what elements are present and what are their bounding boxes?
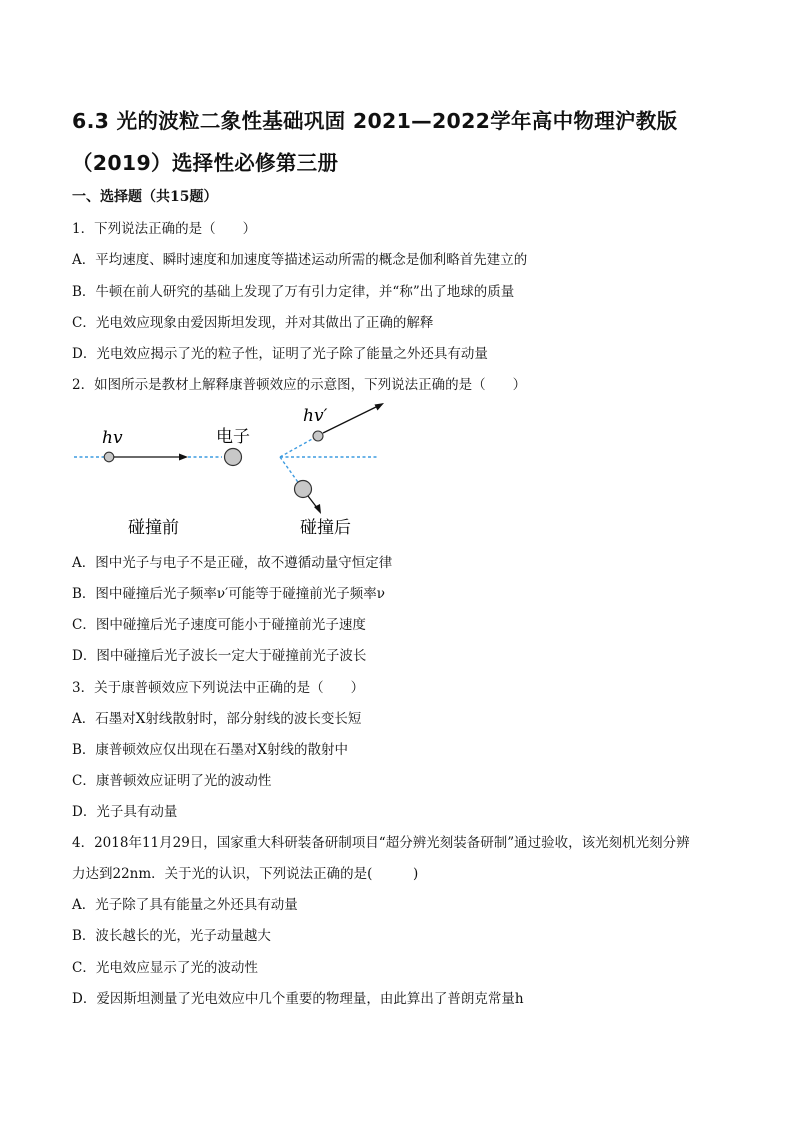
question-1-option-d: D．光电效应揭示了光的粒子性，证明了光子除了能量之外还具有动量 bbox=[72, 346, 488, 362]
photon-before-label: hv bbox=[102, 428, 123, 448]
electron-before bbox=[225, 449, 242, 466]
question-3-option-b: B．康普顿效应仅出现在石墨对X射线的散射中 bbox=[72, 742, 349, 758]
question-1-option-c: C．光电效应现象由爱因斯坦发现，并对其做出了正确的解释 bbox=[72, 315, 434, 331]
question-3-option-d: D．光子具有动量 bbox=[72, 804, 178, 820]
recoil-electron-path bbox=[280, 457, 300, 485]
before-caption: 碰撞前 bbox=[128, 518, 179, 538]
photon-after bbox=[313, 431, 323, 441]
photon-before bbox=[104, 452, 114, 462]
question-3-option-a: A．石墨对X射线散射时，部分射线的波长变长短 bbox=[72, 711, 362, 727]
electron-label: 电子 bbox=[216, 427, 250, 447]
scattered-photon-path bbox=[280, 438, 314, 457]
photon-after-label: hv′ bbox=[303, 406, 328, 426]
electron-after bbox=[295, 481, 312, 498]
question-4-option-a: A．光子除了具有能量之外还具有动量 bbox=[72, 897, 298, 913]
scattered-photon-arrow bbox=[323, 406, 378, 433]
question-4-stem-line2: 力达到22nm．关于光的认识，下列说法正确的是( ) bbox=[72, 866, 419, 882]
question-4-option-c: C．光电效应显示了光的波动性 bbox=[72, 960, 258, 976]
after-caption: 碰撞后 bbox=[300, 518, 351, 538]
scattered-photon-arrowhead bbox=[375, 403, 385, 411]
document-title-line1: 6.3 光的波粒二象性基础巩固 2021—2022学年高中物理沪教版 bbox=[72, 109, 678, 133]
question-2-option-c: C．图中碰撞后光子速度可能小于碰撞前光子速度 bbox=[72, 617, 366, 633]
question-1-option-b: B．牛顿在前人研究的基础上发现了万有引力定律，并“称”出了地球的质量 bbox=[72, 284, 515, 300]
photon-arrowhead bbox=[179, 454, 188, 461]
section-heading: 一、选择题（共15题） bbox=[72, 189, 218, 205]
question-2-option-b: B．图中碰撞后光子频率ν′可能等于碰撞前光子频率ν bbox=[72, 586, 385, 602]
document-title-line2: （2019）选择性必修第三册 bbox=[72, 151, 339, 175]
question-2-option-a: A．图中光子与电子不是正碰，故不遵循动量守恒定律 bbox=[72, 555, 393, 571]
question-1-stem: 1．下列说法正确的是（ ） bbox=[72, 221, 257, 237]
question-2-option-d: D．图中碰撞后光子波长一定大于碰撞前光子波长 bbox=[72, 648, 367, 664]
question-1-option-a: A．平均速度、瞬时速度和加速度等描述运动所需的概念是伽利略首先建立的 bbox=[72, 252, 528, 268]
question-4-stem-line1: 4．2018年11月29日，国家重大科研装备研制项目“超分辨光刻装备研制”通过验收，该光刻机光刻分辨 bbox=[72, 835, 690, 851]
question-3-option-c: C．康普顿效应证明了光的波动性 bbox=[72, 773, 272, 789]
compton-scattering-diagram bbox=[72, 396, 432, 546]
question-2-stem: 2．如图所示是教材上解释康普顿效应的示意图，下列说法正确的是（ ） bbox=[72, 377, 527, 393]
question-4-option-b: B．波长越长的光，光子动量越大 bbox=[72, 928, 271, 944]
question-3-stem: 3．关于康普顿效应下列说法中正确的是（ ） bbox=[72, 680, 365, 696]
question-4-option-d: D．爱因斯坦测量了光电效应中几个重要的物理量，由此算出了普朗克常量h bbox=[72, 991, 524, 1007]
